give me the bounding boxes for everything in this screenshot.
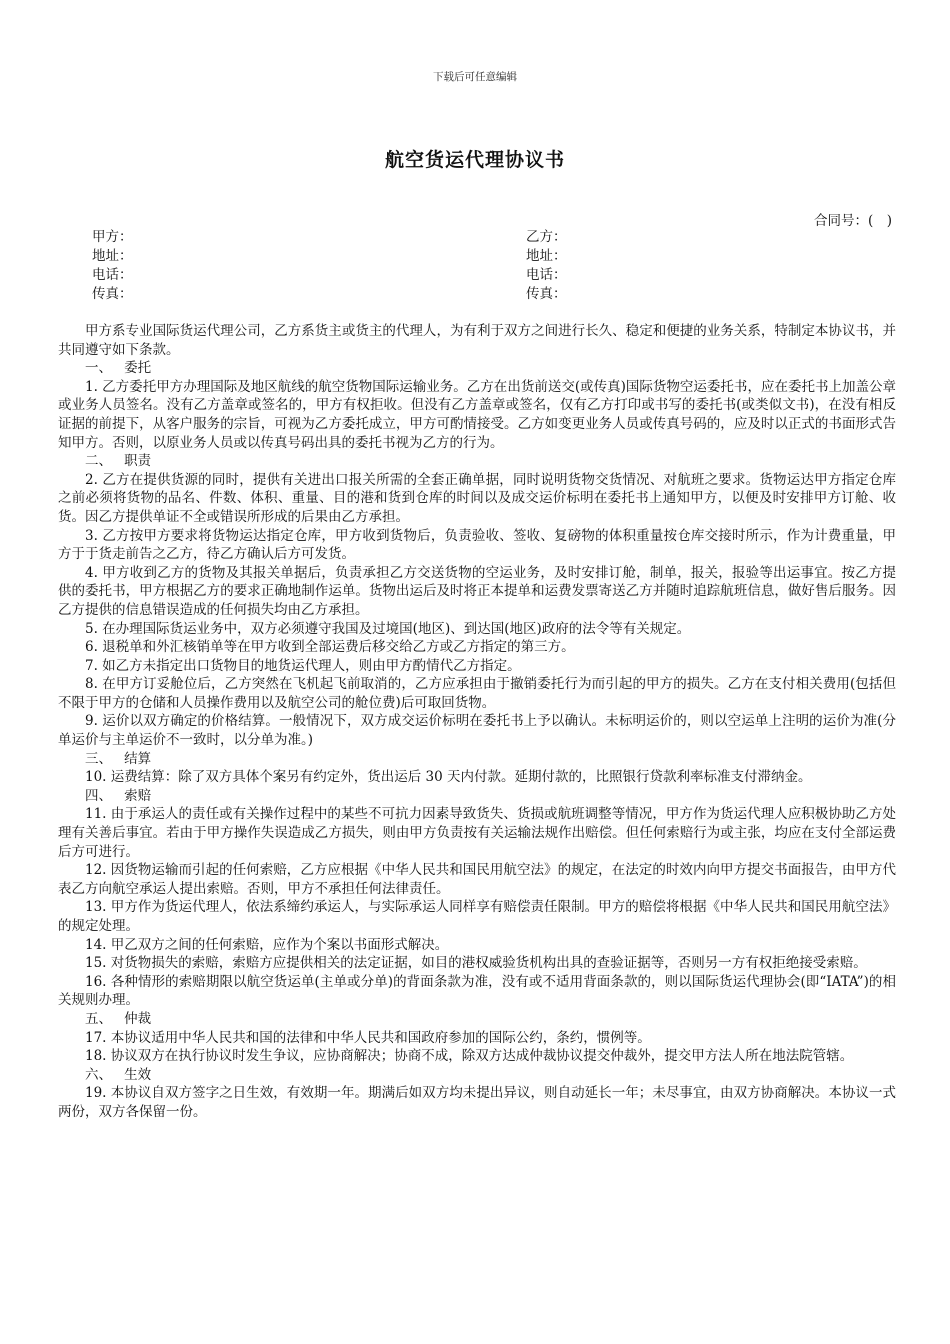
clause: 15. 对货物损失的索赔，索赔方应提供相关的法定证据，如目的港权威验货机构出具的查验证据等，否则另一方有权拒绝接受索赔。 (85, 955, 867, 972)
clause: 7. 如乙方未指定出口货物目的地货运代理人，则由甲方酌情代乙方指定。 (85, 657, 521, 674)
clause: 14. 甲乙双方之间的任何索赔，应作为个案以书面形式解决。 (85, 936, 449, 953)
clause: 13. 甲方作为货运代理人，依法系缔约承运人，与实际承运人同样享有赔偿责任限制。甲方的赔偿将根据《中华人民共和国民用航空法》的规定处理。 (58, 899, 896, 934)
party-a-column (92, 228, 133, 304)
intro-paragraph: 甲方系专业国际货运代理公司，乙方系货主或货主的代理人，为有利于双方之间进行长久、稳定和便捷的业务关系，特制定本协议书，并共同遵守如下条款。 (58, 323, 896, 358)
section-heading: 六、 生效 (85, 1066, 152, 1083)
party-b-name: 乙方： (526, 229, 567, 245)
party-b-address: 地址： (526, 248, 567, 264)
party-b-fax: 传真： (526, 286, 567, 302)
contract-number: 合同号：( ) (813, 213, 892, 229)
clause: 2. 乙方在提供货源的同时，提供有关进出口报关所需的全套正确单据，同时说明货物交货情况、对航班之要求。货物运达甲方指定仓库之前必须将货物的品名、件数、体积、重量、目的港和货到仓库的时间以及成交运价标明在委托书上通知甲方，以便及时安排甲方订舱、收货。因乙方提供单证不全或错误所形成的后果由乙方承担。 (58, 471, 896, 525)
party-b-column (526, 228, 567, 304)
party-a-phone: 电话： (92, 267, 133, 283)
clause: 17. 本协议适用中华人民共和国的法律和中华人民共和国政府参加的国际公约，条约，惯例等。 (85, 1029, 651, 1046)
section-heading: 四、 索赔 (85, 787, 152, 804)
section-heading: 二、 职责 (85, 453, 152, 470)
clause: 4. 甲方收到乙方的货物及其报关单据后，负责承担乙方交送货物的空运业务，及时安排订舱，制单，报关，报验等出运事宜。按乙方提供的委托书，甲方根据乙方的要求正确地制作运单。货物出运后及时将正本提单和运费发票寄送乙方并随时追踪航班信息，做好售后服务。因乙方提供的信息错误造成的任何损失均由乙方承担。 (58, 564, 896, 618)
clause: 19. 本协议自双方签字之日生效，有效期一年。期满后如双方均未提出异议，则自动延长一年；未尽事宜，由双方协商解决。本协议一式两份，双方各保留一份。 (58, 1085, 896, 1120)
clause: 6. 退税单和外汇核销单等在甲方收到全部运费后移交给乙方或乙方指定的第三方。 (85, 639, 575, 656)
section-heading: 五、 仲裁 (85, 1010, 152, 1027)
clause: 1. 乙方委托甲方办理国际及地区航线的航空货物国际运输业务。乙方在出货前送交(或传真)国际货物空运委托书，应在委托书上加盖公章或业务人员签名。没有乙方盖章或签名的，甲方有权拒收。但没有乙方盖章或签名，仅有乙方打印或书写的委托书(或类似文书)，在没有相反证据的前提下，从客户服务的宗旨，可视为乙方委托成立，甲方可酌情接受。乙方如变更业务人员或传真号码的，应及时以正式的书面形式告知甲方。否则，以原业务人员或以传真号码出具的委托书视为乙方的行为。 (58, 378, 896, 451)
document-title: 航空货运代理协议书 (384, 149, 565, 171)
clause: 5. 在办理国际货运业务中，双方必须遵守我国及过境国(地区)、到达国(地区)政府的法令等有关规定。 (85, 620, 691, 637)
clause: 16. 各种情形的索赔期限以航空货运单(主单或分单)的背面条款为准，没有或不适用背面条款的，则以国际货运代理协会(即“IATA”)的相关规则办理。 (58, 973, 896, 1009)
party-a-fax: 传真： (92, 286, 133, 302)
header-note: 下载后可任意编辑 (433, 71, 517, 83)
clause: 9. 运价以双方确定的价格结算。一般情况下，双方成交运价标明在委托书上予以确认。未标明运价的，则以空运单上注明的运价为准(分单运价与主单运价不一致时，以分单为准。) (58, 713, 896, 749)
clause: 10. 运费结算：除了双方具体个案另有约定外，货出运后 30 天内付款。延期付款的，比照银行贷款利率标准支付滞纳金。 (85, 769, 812, 786)
section-heading: 一、 委托 (85, 360, 152, 377)
party-a-address: 地址： (92, 248, 133, 264)
clause: 18. 协议双方在执行协议时发生争议，应协商解决；协商不成，除双方达成仲裁协议提交仲裁外，提交甲方法人所在地法院管辖。 (85, 1048, 854, 1065)
clause: 11. 由于承运人的责任或有关操作过程中的某些不可抗力因素导致货失、货损或航班调整等情况，甲方作为货运代理人应积极协助乙方处理有关善后事宜。若由于甲方操作失误造成乙方损失，则由甲方负责按有关运输法规作出赔偿。但任何索赔行为或主张，均应在支付全部运费后方可进行。 (58, 806, 896, 860)
party-a-name: 甲方： (92, 229, 133, 245)
clause: 3. 乙方按甲方要求将货物运达指定仓库，甲方收到货物后，负责验收、签收、复磅物的体积重量按仓库交接时所示，作为计费重量，甲方于于货走前告之乙方，待乙方确认后方可发货。 (58, 527, 896, 563)
agreement-body (58, 322, 896, 1122)
party-b-phone: 电话： (526, 267, 567, 283)
clause: 12. 因货物运输而引起的任何索赔，乙方应根据《中华人民共和国民用航空法》的规定，在法定的时效内向甲方提交书面报告，由甲方代表乙方向航空承运人提出索赔。否则，甲方不承担任何法律责任。 (58, 862, 896, 897)
clause: 8. 在甲方订妥舱位后，乙方突然在飞机起飞前取消的，乙方应承担由于撤销委托行为而引起的甲方的损失。乙方在支付相关费用(包括但不限于甲方的仓储和人员操作费用以及航空公司的舱位费)后可取回货物。 (58, 676, 896, 711)
section-heading: 三、 结算 (85, 750, 152, 767)
